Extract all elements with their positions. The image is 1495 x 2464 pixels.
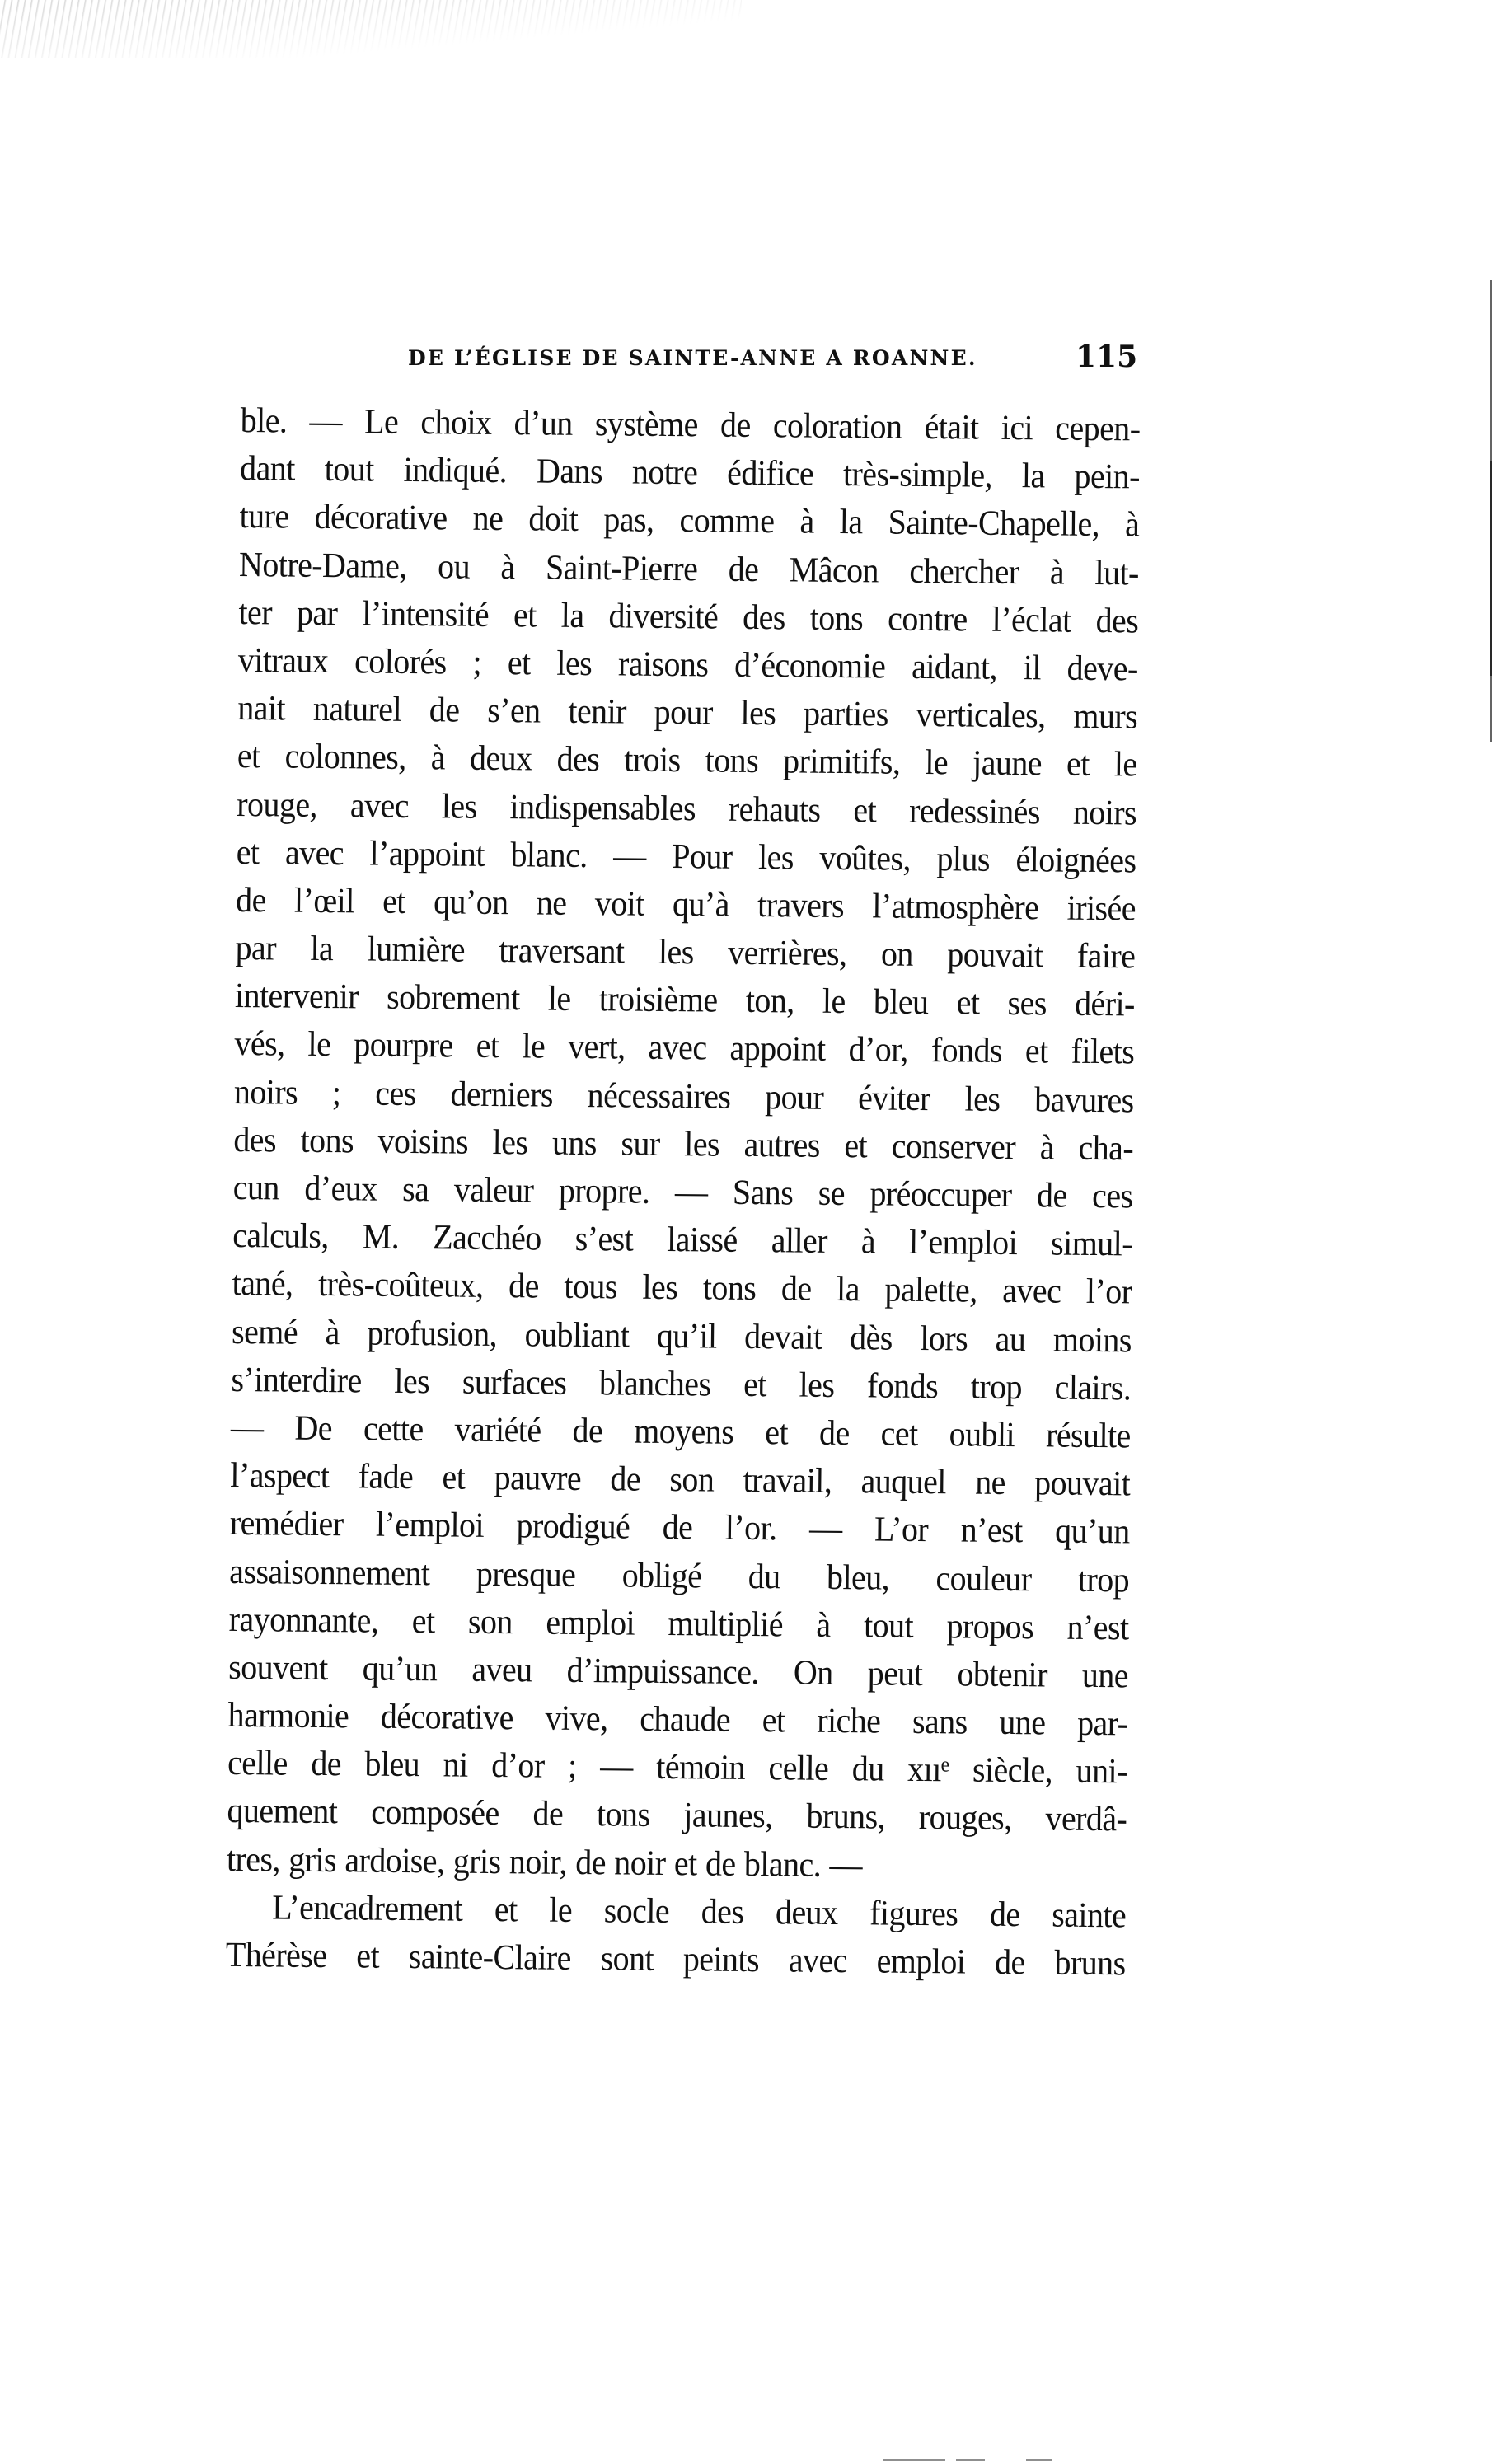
text-line: quement composée de tons jaunes, bruns, rouges, verdâ- bbox=[227, 1792, 1127, 1839]
text-line: l’aspect fade et pauvre de son travail, auquel ne pouvait bbox=[230, 1456, 1131, 1504]
text-line: dant tout indiqué. Dans notre édifice très-simple, la pein- bbox=[239, 449, 1141, 497]
text-line: rayonnante, et son emploi multiplié à tout propos n’est bbox=[228, 1600, 1129, 1648]
running-head bbox=[408, 340, 1150, 379]
text-line: celle de bleu ni d’or ; — témoin celle du xııᵉ siècle, uni- bbox=[227, 1744, 1128, 1792]
text-line: nait naturel de s’en tenir pour les parties verticales, murs bbox=[237, 689, 1138, 737]
text-line: et colonnes, à deux des trois tons primitifs, le jaune et le bbox=[237, 737, 1137, 785]
text-line: noirs ; ces derniers nécessaires pour éviter les bavures bbox=[233, 1072, 1134, 1121]
text-line: par la lumière traversant les verrières, on pouvait faire bbox=[235, 929, 1136, 977]
scan-artifact-mark bbox=[883, 2459, 945, 2461]
text-line: tres, gris ardoise, gris noir, de noir et de blanc. — bbox=[226, 1839, 863, 1885]
text-line: ble. — Le choix d’un système de coloration était ici cepen- bbox=[240, 401, 1141, 449]
scan-artifact-mark bbox=[1026, 2459, 1052, 2461]
scan-artifact-mark bbox=[956, 2459, 985, 2461]
text-line: assaisonnement presque obligé du bleu, couleur trop bbox=[229, 1552, 1130, 1600]
text-line: des tons voisins les uns sur les autres et conserver à cha- bbox=[233, 1120, 1134, 1169]
text-line: et avec l’appoint blanc. — Pour les voûtes, plus éloignées bbox=[236, 832, 1136, 881]
text-line: tané, très-coûteux, de tous les tons de la palette, avec l’or bbox=[232, 1264, 1132, 1312]
paragraph-start-line: L’encadrement et le socle des deux figures de sainte bbox=[271, 1888, 1127, 1936]
running-head-title: DE L’ÉGLISE DE SAINTE-ANNE A ROANNE. bbox=[408, 346, 977, 370]
text-line: ter par l’intensité et la diversité des tons contre l’éclat des bbox=[238, 593, 1139, 641]
text-line: harmonie décorative vive, chaude et riche sans une par- bbox=[227, 1695, 1128, 1744]
body-text bbox=[226, 397, 1141, 1989]
page-number: 115 bbox=[1076, 340, 1138, 374]
text-line: de l’œil et qu’on ne voit qu’à travers l’atmosphère irisée bbox=[235, 880, 1136, 929]
text-line: vitraux colorés ; et les raisons d’économie aidant, il deve- bbox=[237, 640, 1138, 689]
text-line: semé à profusion, oubliant qu’il devait dès lors au moins bbox=[231, 1312, 1132, 1360]
text-line: remédier l’emploi prodigué de l’or. — L’or n’est qu’un bbox=[229, 1504, 1130, 1552]
text-line: cun d’eux sa valeur propre. — Sans se préoccuper de ces bbox=[232, 1168, 1133, 1216]
text-line: Thérèse et sainte-Claire sont peints avec emploi de bruns bbox=[225, 1935, 1126, 1984]
text-line: intervenir sobrement le troisième ton, le bleu et ses déri- bbox=[234, 977, 1136, 1024]
page-edge-shadow bbox=[1490, 461, 1492, 676]
text-line: calculs, M. Zacchéo s’est laissé aller à l’emploi simul- bbox=[232, 1216, 1133, 1264]
scan-noise-top-left bbox=[0, 0, 742, 58]
text-line: souvent qu’un aveu d’impuissance. On peut obtenir une bbox=[227, 1647, 1129, 1696]
text-line: Notre-Dame, ou à Saint-Pierre de Mâcon chercher à lut- bbox=[238, 545, 1140, 593]
text-line: s’interdire les surfaces blanches et les fonds trop clairs. bbox=[231, 1360, 1132, 1408]
text-line: rouge, avec les indispensables rehauts et redessinés noirs bbox=[237, 785, 1137, 832]
text-line: vés, le pourpre et le vert, avec appoint d’or, fonds et filets bbox=[234, 1024, 1135, 1072]
text-line: — De cette variété de moyens et de cet oubli résulte bbox=[230, 1408, 1131, 1456]
text-line: ture décorative ne doit pas, comme à la Sainte-Chapelle, à bbox=[239, 497, 1140, 545]
